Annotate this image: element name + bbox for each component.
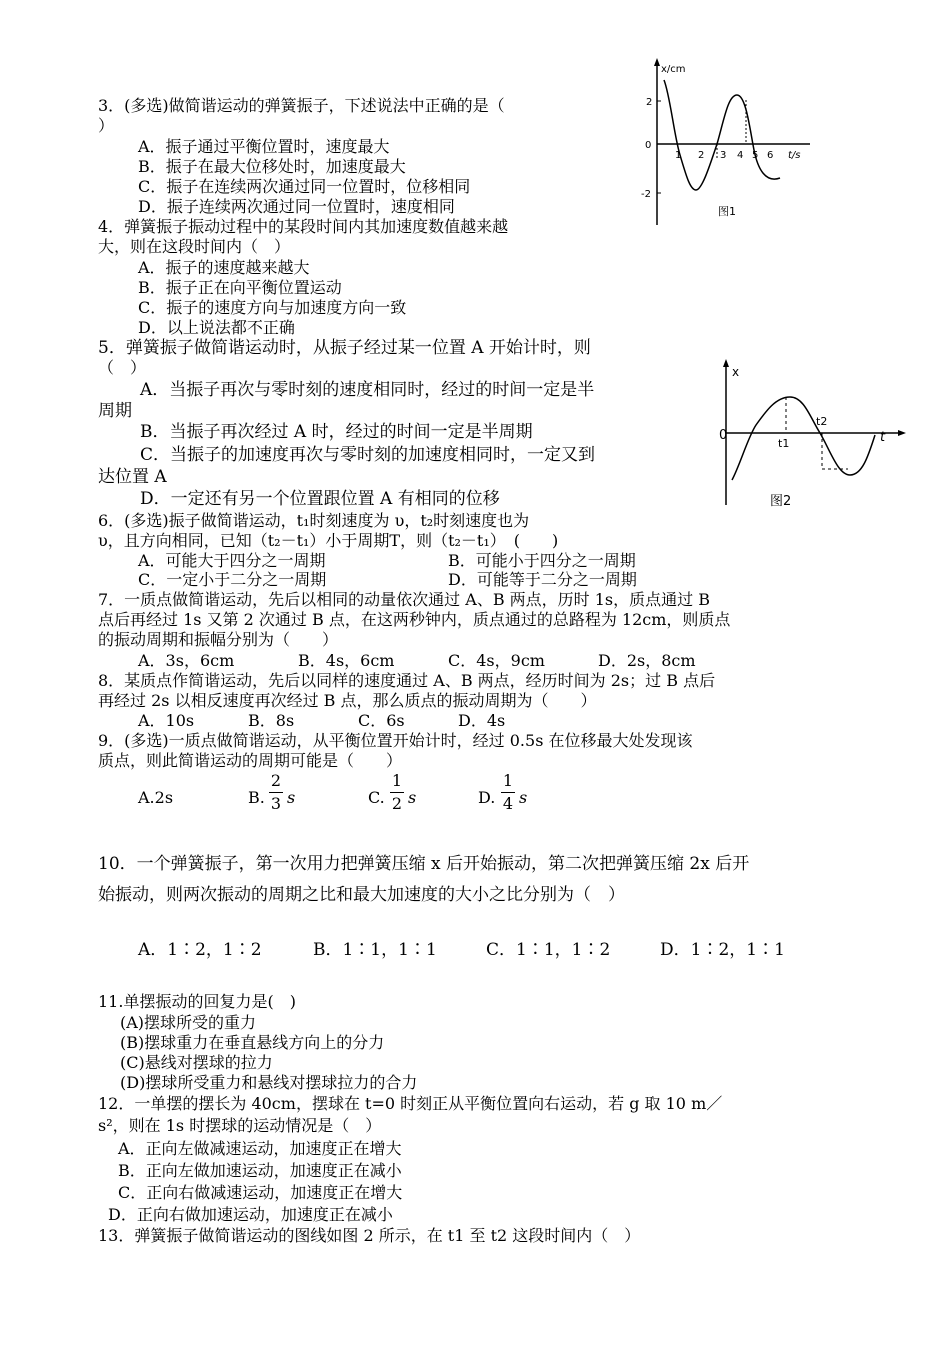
q7-option-a: A．3s，6cm: [138, 651, 235, 670]
figure-2-t1-label: t1: [778, 437, 790, 450]
q4-option-a: A．振子的速度越来越大: [138, 258, 310, 277]
q9-option-c-numerator: 1: [391, 771, 403, 790]
q9-option-b-fraction: [269, 770, 283, 815]
q12-option-c: C．正向右做减速运动，加速度正在增大: [118, 1183, 403, 1202]
q3-option-c: C．振子在连续两次通过同一位置时，位移相同: [138, 177, 471, 196]
q3-stem-line1: 3．(多选)做简谐运动的弹簧振子，下述说法中正确的是（: [98, 96, 505, 115]
figure-1-origin: 0: [645, 140, 652, 151]
q7-stem-line2: 点后再经过 1s 又第 2 次通过 B 点，在这两秒钟内，质点通过的总路程为 12cm，则质点: [98, 610, 731, 629]
figure-1-x-tick-5: 5: [752, 150, 759, 161]
q6-stem-line1: 6．(多选)振子做简谐运动，t₁时刻速度为 υ，t₂时刻速度也为: [98, 511, 530, 530]
q12-option-a: A．正向左做减速运动，加速度正在增大: [118, 1139, 402, 1158]
q8-option-d: D．4s: [458, 711, 506, 730]
figure-2-caption: 图2: [770, 494, 792, 509]
q8-option-c: C．6s: [358, 711, 405, 730]
q8-option-b: B．8s: [248, 711, 295, 730]
q10-stem-line2: 始振动，则两次振动的周期之比和最大加速度的大小之比分别为（ ）: [98, 885, 625, 905]
figure-1-y-tick-2: 2: [646, 97, 653, 108]
q9-option-d-unit: s: [519, 788, 528, 807]
q7-option-c: C．4s，9cm: [448, 651, 545, 670]
arrow-right-icon: [898, 430, 906, 436]
q11-option-d: (D)摆球所受重力和悬线对摆球拉力的合力: [120, 1073, 418, 1092]
q9-option-a: A.2s: [138, 788, 174, 807]
q3-option-b: B．振子在最大位移处时，加速度最大: [138, 157, 406, 176]
q12-option-d: D．正向右做加速运动，加速度正在减小: [108, 1205, 393, 1224]
q5-stem-line1: 5．弹簧振子做简谐运动时，从振子经过某一位置 A 开始计时，则: [98, 338, 591, 358]
q9-option-c-unit: s: [408, 788, 417, 807]
q7-stem-line3: 的振动周期和振幅分别为（ ）: [98, 630, 339, 649]
q12-stem-line1: 12．一单摆的摆长为 40cm，摆球在 t=0 时刻正从平衡位置向右运动，若 g 取 10 m／: [98, 1094, 723, 1113]
arrow-up-icon: [723, 359, 729, 367]
figure-1-curve: [664, 80, 780, 190]
q4-option-c: C．振子的速度方向与加速度方向一致: [138, 298, 407, 317]
figure-2-origin: 0: [719, 428, 728, 443]
q10-option-d: D．1∶2，1∶1: [660, 940, 785, 960]
q5-stem-line2: （ ）: [98, 358, 147, 377]
q12-stem-line2: s²，则在 1s 时摆球的运动情况是（ ）: [98, 1116, 382, 1135]
q7-option-b: B．4s，6cm: [298, 651, 395, 670]
q5-option-a-line2: 周期: [98, 401, 132, 421]
q12-option-b: B．正向左做加速运动，加速度正在减小: [118, 1161, 402, 1180]
figure-2-curve: [732, 397, 875, 480]
q10-option-c: C．1∶1，1∶2: [486, 940, 611, 960]
q8-stem-line1: 8．某质点作简谐运动，先后以同样的速度通过 A、B 两点，经历时间为 2s；过 B 点后: [98, 671, 716, 690]
q13-stem: 13．弹簧振子做简谐运动的图线如图 2 所示，在 t1 至 t2 这段时间内（ ）: [98, 1226, 641, 1245]
q6-stem-line2: υ，且方向相同，已知（t₂－t₁）小于周期T，则（t₂－t₁） ( ): [98, 531, 559, 550]
q9-stem-line1: 9．(多选)一质点做简谐运动，从平衡位置开始计时，经过 0.5s 在位移最大处发现该: [98, 731, 693, 750]
figure-1-y-label: x/cm: [661, 64, 686, 75]
q10-option-a: A．1∶2，1∶2: [138, 940, 262, 960]
q5-option-b: B．当振子再次经过 A 时，经过的时间一定是半周期: [140, 422, 533, 442]
q8-stem-line2: 再经过 2s 以相反速度再次经过 B 点，那么质点的振动周期为（ ）: [98, 691, 597, 710]
q11-option-a: (A)摆球所受的重力: [120, 1013, 257, 1032]
q9-option-d-numerator: 1: [502, 771, 514, 790]
q5-option-d: D．一定还有另一个位置跟位置 A 有相同的位移: [140, 489, 500, 509]
q5-option-c-line1: C．当振子的加速度再次与零时刻的加速度相同时，一定又到: [140, 445, 596, 465]
q9-option-c-fraction: [390, 770, 404, 815]
q9-option-d: D.: [478, 788, 496, 807]
figure-1-x-tick-2: 2: [698, 150, 705, 161]
q5-option-a-line1: A．当振子再次与零时刻的速度相同时，经过的时间一定是半: [140, 380, 595, 400]
figure-2: [720, 355, 910, 515]
figure-1-x-label: t/s: [788, 150, 801, 161]
q9-option-c-denominator: 2: [391, 794, 403, 813]
q4-option-d: D．以上说法都不正确: [138, 318, 295, 337]
q4-stem-line2: 大，则在这段时间内（ ）: [98, 237, 291, 256]
figure-1-y-tick-neg2: -2: [641, 189, 651, 200]
figure-2-y-label: x: [732, 365, 740, 379]
figure-1: [640, 55, 815, 230]
q3-option-a: A．振子通过平衡位置时，速度最大: [138, 137, 390, 156]
q8-option-a: A．10s: [138, 711, 195, 730]
q5-option-c-line2: 达位置 A: [98, 467, 167, 487]
q9-option-d-denominator: 4: [502, 794, 514, 813]
q9-option-b-unit: s: [287, 788, 296, 807]
figure-1-x-tick-1: 1: [675, 150, 682, 161]
q10-option-b: B．1∶1，1∶1: [313, 940, 437, 960]
q6-option-c: C．一定小于二分之一周期: [138, 570, 327, 589]
q7-option-d: D．2s，8cm: [598, 651, 696, 670]
q9-stem-line2: 质点，则此简谐运动的周期可能是（ ）: [98, 751, 403, 770]
q6-option-a: A．可能大于四分之一周期: [138, 551, 326, 570]
q6-option-b: B．可能小于四分之一周期: [448, 551, 636, 570]
q4-stem-line1: 4．弹簧振子振动过程中的某段时间内其加速度数值越来越: [98, 217, 509, 236]
q7-stem-line1: 7．一质点做简谐运动，先后以相同的动量依次通过 A、B 两点，历时 1s，质点通过 B: [98, 590, 710, 609]
q4-option-b: B．振子正在向平衡位置运动: [138, 278, 342, 297]
q11-option-c: (C)悬线对摆球的拉力: [120, 1053, 273, 1072]
q3-stem-line2: ）: [98, 116, 115, 135]
arrow-up-icon: [654, 58, 660, 66]
figure-1-caption: 图1: [718, 205, 736, 218]
q11-stem: 11.单摆振动的回复力是( ): [98, 992, 296, 1011]
q11-option-b: (B)摆球重力在垂直悬线方向上的分力: [120, 1033, 385, 1052]
q9-option-c: C.: [368, 788, 385, 807]
figure-1-x-tick-4: 4: [737, 150, 744, 161]
q3-option-d: D．振子连续两次通过同一位置时，速度相同: [138, 197, 455, 216]
q10-stem-line1: 10．一个弹簧振子，第一次用力把弹簧压缩 x 后开始振动，第二次把弹簧压缩 2x 后开: [98, 854, 750, 874]
q6-option-d: D．可能等于二分之一周期: [448, 570, 637, 589]
q9-option-b-denominator: 3: [270, 794, 282, 813]
figure-1-x-tick-3: 3: [720, 150, 727, 161]
figure-1-x-tick-6: 6: [767, 150, 774, 161]
q9-option-b-numerator: 2: [270, 771, 282, 790]
figure-2-x-label: t: [880, 430, 886, 445]
figure-2-t2-label: t2: [816, 415, 828, 428]
q9-option-d-fraction: [501, 770, 515, 815]
q9-option-b: B.: [248, 788, 265, 807]
